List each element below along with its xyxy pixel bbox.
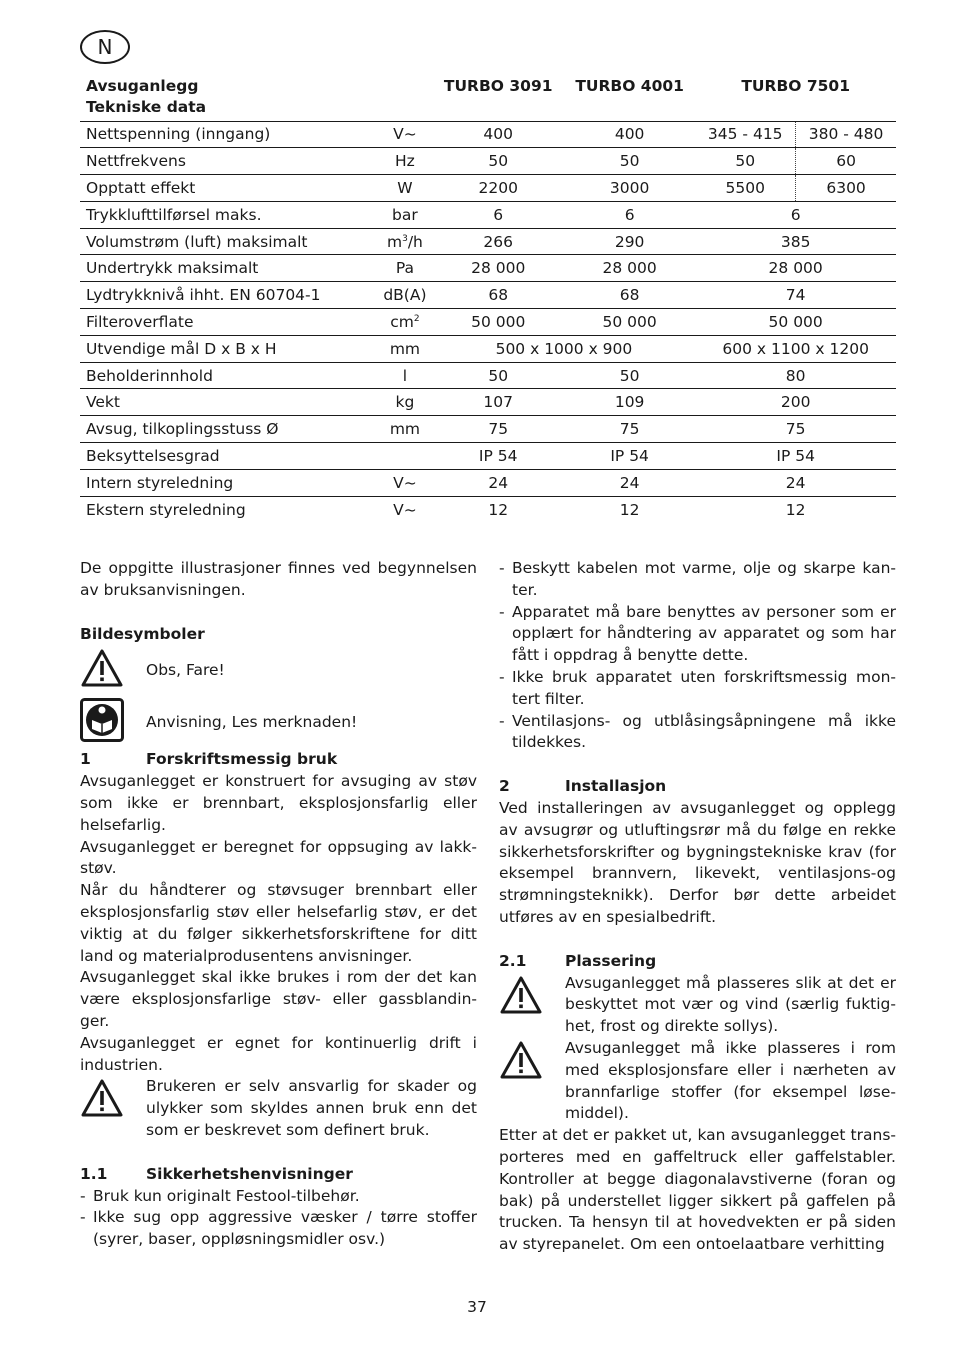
row-unit bbox=[377, 443, 432, 470]
row-value-turbo-3091: 107 bbox=[433, 389, 564, 416]
row-value-turbo-4001: 3000 bbox=[564, 175, 695, 202]
section-1-paragraph-5: Avsuganlegget er egnet for kontinuerlig drift i industrien. bbox=[80, 1033, 477, 1074]
row-label: Beholderinnhold bbox=[80, 362, 377, 389]
row-unit: $cm^2$ bbox=[377, 309, 432, 336]
table-row bbox=[80, 416, 896, 443]
section-1-paragraph-3: Når du håndterer og støvsuger brennbart eller eksplosjonsfarlig støv eller helsefarlig støv, er det viktig at du følger sikkerhetsforskriftene for ditt land og materialprodusentens anvisninger. bbox=[80, 881, 477, 965]
row-value-turbo-3091: 400 bbox=[433, 121, 564, 148]
row-value-turbo-4001: IP 54 bbox=[564, 443, 695, 470]
row-value-turbo-4001: 28 000 bbox=[564, 255, 695, 282]
row-label: Undertrykk maksimalt bbox=[80, 255, 377, 282]
model-header-3: TURBO 7501 bbox=[741, 77, 850, 95]
row-unit: mm bbox=[377, 416, 432, 443]
section-2-paragraph: Ved installeringen av avsuganlegget og opplegg av avsugrør og utluftingsrør må du følge en rekke sikkerhetsforskrifter og bygningstekniske krav (for eksempel brannvern, likevekt, ventilasjons-og strømningsteknikk). Derfor bør dette arbeidet utføres av en spesialbedrift. bbox=[499, 798, 896, 926]
row-value-turbo-7501-b: 380 - 480 bbox=[796, 121, 896, 148]
row-unit: dB(A) bbox=[377, 282, 432, 309]
row-value-turbo-4001: 12 bbox=[619, 500, 640, 519]
warning-triangle-icon bbox=[499, 1038, 565, 1125]
row-label: Beksyttelsesgrad bbox=[80, 443, 377, 470]
row-value-turbo-7501: 80 bbox=[695, 362, 896, 389]
table-row bbox=[80, 121, 896, 148]
row-value-turbo-3091: 75 bbox=[433, 416, 564, 443]
technical-data-table bbox=[80, 76, 896, 523]
row-value-turbo-4001: 400 bbox=[564, 121, 695, 148]
section-1-warning: Brukeren er selv ansvarlig for skader og ulykker som skyldes annen bruk enn det som er beskrevet som definert bruk. bbox=[80, 1076, 477, 1141]
row-unit: bar bbox=[377, 201, 432, 228]
model-header-2: TURBO 4001 bbox=[575, 77, 684, 95]
table-row bbox=[80, 148, 896, 175]
list-item: - Bruk kun originalt Festool-tilbehør. bbox=[80, 1186, 360, 1205]
left-column bbox=[80, 558, 477, 1251]
row-label: Nettspenning (inngang) bbox=[80, 121, 377, 148]
row-value-turbo-7501-b: 6300 bbox=[796, 175, 896, 202]
list-item: - Apparatet må bare benyttes av personer som er opplært for håndtering av apparatet og som har fått i oppdrag å benytte dette. bbox=[499, 602, 896, 665]
model-header-1: TURBO 3091 bbox=[443, 77, 553, 95]
row-value-turbo-4001: 50 bbox=[564, 362, 695, 389]
row-value-turbo-3091: 6 bbox=[433, 201, 564, 228]
section-2-heading: 2 Installasjon bbox=[499, 777, 667, 796]
row-unit: Pa bbox=[377, 255, 432, 282]
row-value-turbo-3091: 24 bbox=[433, 469, 564, 496]
row-value-turbo-3091: 12 bbox=[488, 500, 509, 519]
row-value-turbo-7501: 50 000 bbox=[695, 309, 896, 336]
row-value-turbo-4001: 24 bbox=[564, 469, 695, 496]
section-1-1-heading: 1.1 Sikkerhetshenvisninger bbox=[80, 1164, 353, 1183]
row-value-turbo-3091: 50 bbox=[433, 362, 564, 389]
row-label: Opptatt effekt bbox=[80, 175, 377, 202]
table-subheader-row bbox=[80, 98, 896, 121]
warning-triangle-icon bbox=[80, 1076, 146, 1141]
row-value-turbo-7501: 600 x 1100 x 1200 bbox=[695, 335, 896, 362]
row-unit: kg bbox=[377, 389, 432, 416]
row-value-turbo-7501: 75 bbox=[695, 416, 896, 443]
row-label: Avsug, tilkoplingsstuss Ø bbox=[80, 416, 377, 443]
table-row bbox=[80, 201, 896, 228]
row-unit: l bbox=[377, 362, 432, 389]
row-label: Nettfrekvens bbox=[80, 148, 377, 175]
row-label: Volumstrøm (luft) maksimalt bbox=[80, 228, 377, 255]
table-row bbox=[80, 496, 896, 523]
row-unit: V~ bbox=[377, 469, 432, 496]
language-badge: N bbox=[80, 30, 130, 64]
section-1-paragraph-1: Avsuganlegget er konstruert for avsuging av støv som ikke er brennbart, eksplosjonsfarlig eller helsefarlig. bbox=[80, 772, 477, 834]
table-title: Avsuganlegg bbox=[86, 77, 199, 95]
table-row bbox=[80, 469, 896, 496]
row-value-turbo-7501: 74 bbox=[695, 282, 896, 309]
table-row bbox=[80, 282, 896, 309]
row-value-turbo-4001: 109 bbox=[564, 389, 695, 416]
intro-paragraph: De oppgitte illustrasjoner finnes ved begynnelsen av bruksanvisningen. bbox=[80, 559, 477, 599]
read-manual-icon bbox=[80, 698, 146, 749]
row-label: Utvendige mål D x B x H bbox=[80, 335, 377, 362]
section-1-heading: 1 Forskriftsmessig bruk bbox=[80, 750, 338, 769]
table-row bbox=[80, 443, 896, 470]
table-row bbox=[80, 335, 896, 362]
row-unit: mm bbox=[377, 335, 432, 362]
row-value-turbo-7501: 28 000 bbox=[695, 255, 896, 282]
symbol-warning-label: Obs, Fare! bbox=[146, 661, 225, 680]
table-subtitle: Tekniske data bbox=[80, 98, 377, 121]
section-2-1-paragraph: Etter at det er pakket ut, kan avsuganlegget trans-porteres med en gaffeltruck eller gaffelstabler. Kontroller at begge diagonalavstiverne (foran og bak) på understellet ligger sikkert på gaffelen på trucken. Ta hensyn til at hovedvekten er på siden av styrepanelet. Om een ontoelaatbare verhitting bbox=[499, 1126, 896, 1254]
table-row bbox=[80, 255, 896, 282]
row-value-turbo-7501-a: 345 - 415 bbox=[695, 121, 795, 148]
right-column bbox=[499, 558, 896, 1256]
row-value-turbo-3091: 28 000 bbox=[433, 255, 564, 282]
warning-triangle-icon bbox=[80, 648, 146, 695]
section-1-paragraph-2: Avsuganlegget er beregnet for oppsuging av lakk-støv. bbox=[80, 837, 477, 878]
row-value-turbo-3091: 2200 bbox=[433, 175, 564, 202]
section-1-paragraph-4: Avsuganlegget skal ikke brukes i rom der det kan være eksplosjonsfarlige støv- eller gassblandin-ger. bbox=[80, 968, 477, 1030]
row-value-turbo-7501: 385 bbox=[695, 228, 896, 255]
row-value-turbo-4001: 50 bbox=[564, 148, 695, 175]
row-value-turbo-7501: 24 bbox=[695, 469, 896, 496]
row-label: Filteroverflate bbox=[80, 309, 377, 336]
list-item: - Ikke sug opp aggressive væsker / tørre stoffer (syrer, baser, oppløsningsmidler osv.) bbox=[80, 1208, 477, 1249]
row-value-turbo-3091: 50 000 bbox=[433, 309, 564, 336]
row-value-turbo-7501-a: 50 bbox=[695, 148, 795, 175]
row-unit: W bbox=[377, 175, 432, 202]
row-value-turbo-4001: 75 bbox=[564, 416, 695, 443]
symbol-manual-label: Anvisning, Les merknaden! bbox=[146, 713, 358, 732]
table-row bbox=[80, 389, 896, 416]
section-2-1-heading: 2.1 Plassering bbox=[499, 951, 657, 970]
symbol-warning-row bbox=[80, 645, 477, 697]
row-unit: V~ bbox=[393, 500, 417, 519]
placement-warning-1: Avsuganlegget må plasseres slik at det er beskyttet mot vær og vind (særlig fuktig-het, frost og direkte sollys). bbox=[499, 973, 896, 1038]
row-label: Ekstern styreledning bbox=[86, 500, 246, 519]
row-label: Lydtrykknivå ihht. EN 60704-1 bbox=[80, 282, 377, 309]
row-value-turbo-4001: 6 bbox=[564, 201, 695, 228]
row-unit: V~ bbox=[377, 121, 432, 148]
list-item: - Ventilasjons- og utblåsingsåpningene må ikke tildekkes. bbox=[499, 711, 896, 752]
row-value-turbo-7501: 6 bbox=[695, 201, 896, 228]
row-unit: Hz bbox=[377, 148, 432, 175]
row-value-turbo-3091: 266 bbox=[433, 228, 564, 255]
table-row bbox=[80, 362, 896, 389]
table-header-row bbox=[80, 76, 896, 98]
symbols-heading: Bildesymboler bbox=[80, 624, 205, 643]
row-value-turbo-7501-a: 5500 bbox=[695, 175, 795, 202]
row-value-turbo-7501: IP 54 bbox=[695, 443, 896, 470]
row-label: Vekt bbox=[80, 389, 377, 416]
table-row bbox=[80, 228, 896, 255]
row-label: Trykklufttilførsel maks. bbox=[80, 201, 377, 228]
symbol-manual-row bbox=[80, 697, 477, 749]
row-value-turbo-3091: 68 bbox=[433, 282, 564, 309]
row-value-turbo-3091-4001: 500 x 1000 x 900 bbox=[433, 335, 696, 362]
page-number: 37 bbox=[467, 1298, 487, 1316]
row-value-turbo-4001: 50 000 bbox=[564, 309, 695, 336]
row-value-turbo-7501: 12 bbox=[785, 500, 806, 519]
row-value-turbo-7501: 200 bbox=[695, 389, 896, 416]
list-item: - Beskytt kabelen mot varme, olje og skarpe kan-ter. bbox=[499, 559, 896, 599]
list-item: - Ikke bruk apparatet uten forskriftsmessig mon-tert filter. bbox=[499, 667, 896, 708]
table-row bbox=[80, 175, 896, 202]
row-value-turbo-4001: 290 bbox=[564, 228, 695, 255]
table-row bbox=[80, 309, 896, 336]
row-value-turbo-7501-b: 60 bbox=[796, 148, 896, 175]
warning-triangle-icon bbox=[499, 973, 565, 1038]
row-value-turbo-3091: 50 bbox=[433, 148, 564, 175]
row-value-turbo-3091: IP 54 bbox=[433, 443, 564, 470]
row-label: Intern styreledning bbox=[80, 469, 377, 496]
row-value-turbo-4001: 68 bbox=[564, 282, 695, 309]
row-unit: $m^3/h$ bbox=[377, 228, 432, 255]
placement-warning-2: Avsuganlegget må ikke plasseres i rom med eksplosjonsfare eller i nærheten av brannfarlige stoffer (for eksempel løse-middel). bbox=[499, 1038, 896, 1125]
